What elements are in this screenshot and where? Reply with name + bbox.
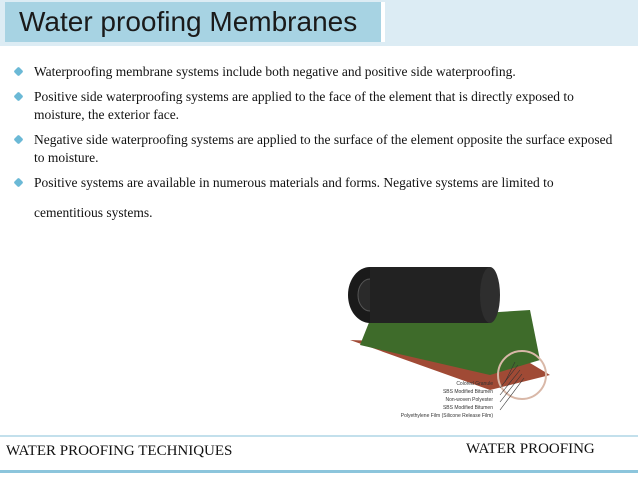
footer-divider: [0, 435, 638, 437]
callout-label: SBS Modified Bitumen: [442, 405, 493, 411]
roll-end: [480, 267, 500, 323]
title-box: [5, 2, 385, 42]
bullet-text: Positive side waterproofing systems are applied to the face of the element that is directly exposed to moisture, the exterior face.: [34, 89, 574, 122]
bullet-text: Positive systems are available in numerous materials and forms. Negative systems are limited to: [34, 175, 554, 190]
bullet-item: [14, 63, 614, 81]
footer-left-text: WATER PROOFING TECHNIQUES: [6, 443, 233, 459]
roll-body: [370, 267, 490, 323]
bullet-icon: [14, 92, 24, 102]
bullet-item: [14, 88, 614, 124]
callout-label: Colored Granule: [456, 381, 493, 387]
bullet-icon: [14, 178, 24, 188]
bullet-icon: [14, 135, 24, 145]
bullet-item: [14, 174, 614, 192]
bullet-text: Waterproofing membrane systems include both negative and positive side waterproofing.: [34, 64, 516, 79]
callout-label: SBS Modified Bitumen: [442, 389, 493, 395]
slide-content: [14, 63, 614, 222]
callout-label: Polyethylene Film (Silicone Release Film): [400, 413, 493, 419]
bullet-item: [14, 131, 614, 167]
footer-right-text: WATER PROOFING: [466, 441, 595, 457]
slide-title: Water proofing Membranes: [19, 6, 358, 37]
bullet-text: Negative side waterproofing systems are applied to the surface of the element opposite the surface exposed to moisture.: [34, 132, 613, 165]
bullet-continuation: cementitious systems.: [34, 205, 153, 220]
callout-label: Non-woven Polyester: [445, 397, 493, 403]
bullet-icon: [14, 67, 24, 77]
image-callouts: [398, 380, 493, 420]
footer-rule: [0, 470, 638, 473]
